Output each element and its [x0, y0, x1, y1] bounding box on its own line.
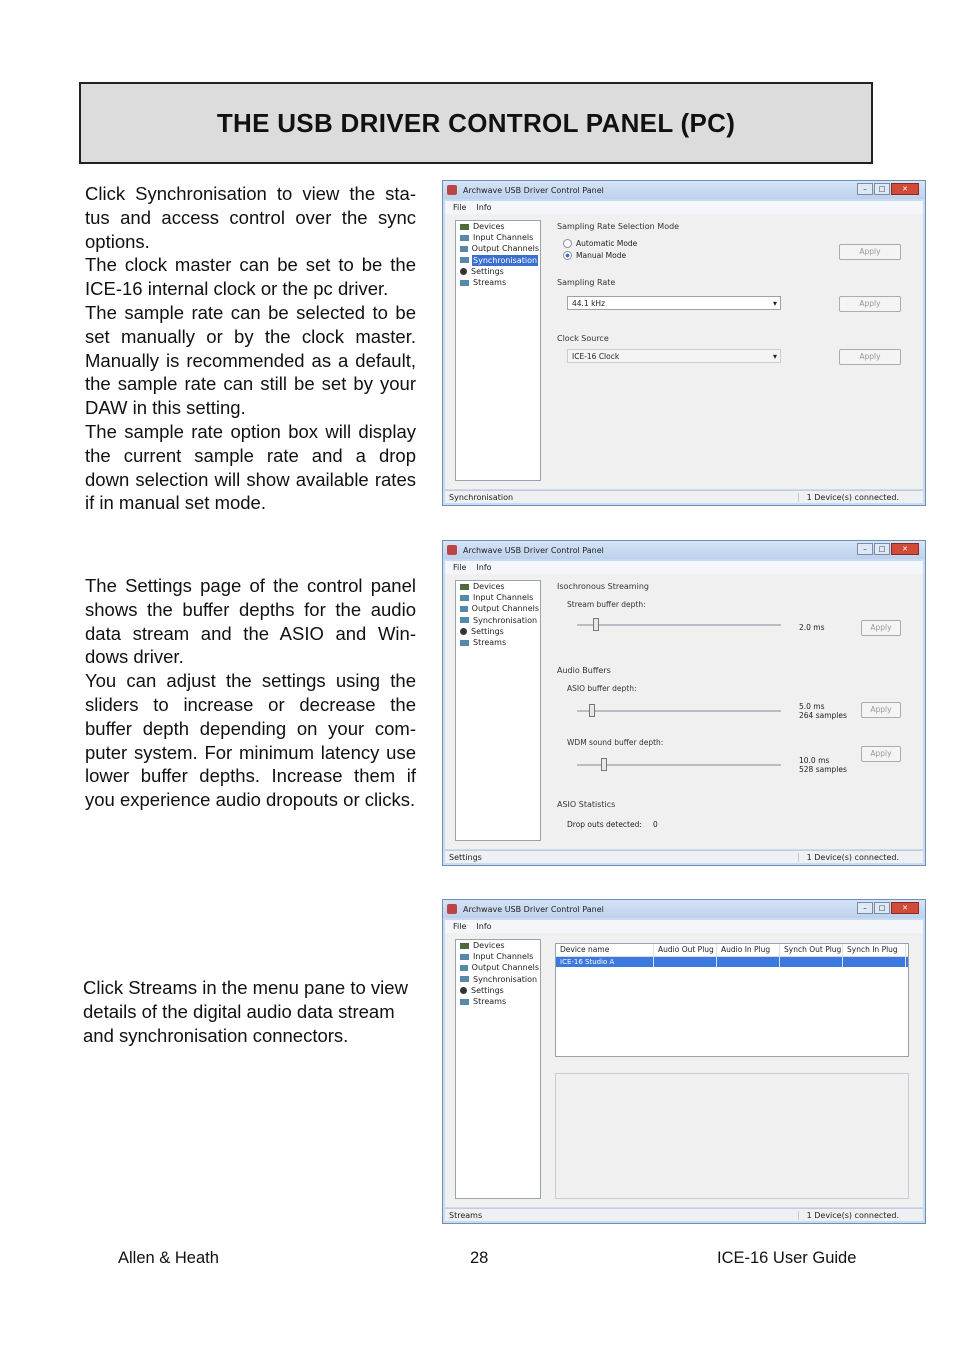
slider-thumb[interactable]	[589, 704, 595, 717]
group-label: Audio Buffers	[557, 666, 611, 675]
streams-window-screenshot	[442, 899, 926, 1224]
tree-item-synchronisation[interactable]: Synchronisation	[456, 255, 540, 266]
paragraph: The sample rate can be selected to be set manually or by the clock master. Manually is recommended as a default, the sample rate can still be set by your DAW in this setting.	[85, 301, 416, 419]
table-cell	[654, 957, 717, 967]
window-client	[445, 574, 923, 849]
wdm-buffer-value: 10.0 ms 528 samples	[799, 756, 847, 774]
tree-item-input-channels[interactable]: Input Channels	[456, 592, 540, 603]
clock-source-group	[557, 334, 907, 380]
close-icon[interactable]: ✕	[891, 183, 919, 195]
minimize-icon[interactable]: –	[857, 543, 873, 555]
paragraph: You can adjust the settings using the sliders to increase or decrease the buffer depth depending on your com-puter system. For minimum latency use lower buffer depths. Increase them if you experience audio dropouts or clicks.	[85, 670, 416, 811]
apply-button[interactable]: Apply	[861, 702, 901, 718]
column-header[interactable]: Synch Out Plug	[780, 944, 843, 956]
paragraph: Click Streams in the menu pane to view details of the digital audio data stream and synchronisation connectors.	[83, 977, 408, 1046]
radio-selected-icon	[563, 251, 572, 260]
menu-file[interactable]: File	[453, 203, 467, 212]
streams-table	[555, 943, 909, 1057]
window-titlebar	[443, 900, 925, 918]
app-icon	[447, 185, 457, 195]
status-left: Synchronisation	[449, 492, 514, 502]
clock-source-dropdown[interactable]: ICE-16 Clock ▾	[567, 349, 781, 363]
sync-icon	[460, 976, 469, 982]
window-titlebar	[443, 541, 925, 559]
output-icon	[460, 965, 468, 971]
tree-item-input-channels[interactable]: Input Channels	[456, 951, 540, 962]
menu-bar	[445, 920, 923, 933]
paragraph: The Settings page of the control panel shows the buffer depths for the audio data stream and the ASIO and Win-dows driver.	[85, 575, 416, 668]
table-cell: ICE-16 Studio A	[556, 957, 654, 967]
stream-buffer-slider[interactable]	[577, 618, 781, 630]
apply-button[interactable]: Apply	[839, 349, 901, 365]
apply-button[interactable]: Apply	[839, 296, 901, 312]
footer-guide-title: ICE-16 User Guide	[717, 1249, 857, 1267]
tree-item-devices[interactable]: Devices	[456, 581, 540, 592]
tree-item-streams[interactable]: Streams	[456, 277, 540, 288]
settings-icon	[460, 268, 467, 275]
sync-icon	[460, 257, 469, 263]
devices-icon	[460, 943, 469, 949]
automatic-mode-radio[interactable]: Automatic Mode	[563, 237, 907, 249]
status-left: Streams	[449, 1210, 483, 1220]
table-cell	[717, 957, 780, 967]
wdm-buffer-slider[interactable]	[577, 758, 781, 770]
nav-tree	[455, 220, 541, 481]
table-row[interactable]	[556, 957, 908, 967]
footer-page-number: 28	[470, 1249, 489, 1267]
window-title: Archwave USB Driver Control Panel	[463, 545, 604, 555]
stream-buffer-value: 2.0 ms	[799, 623, 825, 632]
input-icon	[460, 595, 469, 601]
menu-file[interactable]: File	[453, 563, 467, 572]
tree-item-settings[interactable]: Settings	[456, 266, 540, 277]
group-label: Isochronous Streaming	[557, 582, 649, 591]
menu-file[interactable]: File	[453, 922, 467, 931]
group-label: Sampling Rate Selection Mode	[557, 222, 680, 231]
column-header[interactable]: Audio In Plug	[717, 944, 780, 956]
sync-icon	[460, 617, 469, 623]
apply-button[interactable]: Apply	[861, 746, 901, 762]
title-box	[79, 82, 873, 164]
group-label: Clock Source	[557, 334, 609, 343]
slider-thumb[interactable]	[593, 618, 599, 631]
input-icon	[460, 235, 469, 241]
minimize-icon[interactable]: –	[857, 183, 873, 195]
app-icon	[447, 545, 457, 555]
tree-item-devices[interactable]: Devices	[456, 940, 540, 951]
sampling-rate-group	[557, 278, 907, 324]
slider-thumb[interactable]	[601, 758, 607, 771]
table-cell	[843, 957, 906, 967]
wdm-buffer-label: WDM sound buffer depth:	[567, 738, 664, 747]
apply-button[interactable]: Apply	[861, 620, 901, 636]
nav-tree	[455, 580, 541, 841]
page-title: THE USB DRIVER CONTROL PANEL (PC)	[216, 107, 736, 138]
menu-info[interactable]: Info	[476, 922, 492, 931]
streams-icon	[460, 640, 469, 646]
sync-description	[85, 182, 416, 515]
tree-item-output-channels[interactable]: Output Channels	[456, 603, 540, 614]
output-icon	[460, 246, 468, 252]
tree-item-input-channels[interactable]: Input Channels	[456, 232, 540, 243]
tree-item-settings[interactable]: Settings	[456, 626, 540, 637]
status-left: Settings	[449, 852, 482, 862]
window-title: Archwave USB Driver Control Panel	[463, 185, 604, 195]
radio-icon	[563, 239, 572, 248]
input-icon	[460, 954, 469, 960]
stream-detail-pane	[555, 1073, 909, 1199]
group-label: ASIO Statistics	[557, 800, 616, 809]
devices-icon	[460, 584, 469, 590]
close-icon[interactable]: ✕	[891, 543, 919, 555]
window-client	[445, 214, 923, 489]
status-bar	[445, 1208, 923, 1221]
status-right: 1 Device(s) connected.	[798, 1211, 899, 1220]
paragraph: Click Synchronisation to view the sta-tus and access control over the sync options.	[85, 183, 416, 252]
minimize-icon[interactable]: –	[857, 902, 873, 914]
asio-buffer-value: 5.0 ms 264 samples	[799, 702, 847, 720]
status-bar	[445, 490, 923, 503]
status-bar	[445, 850, 923, 863]
dropouts-value: 0	[653, 820, 658, 829]
stream-buffer-label: Stream buffer depth:	[567, 600, 646, 609]
close-icon[interactable]: ✕	[891, 902, 919, 914]
tree-item-synchronisation[interactable]: Synchronisation	[456, 615, 540, 626]
menu-bar	[445, 561, 923, 574]
maximize-icon[interactable]: □	[874, 183, 890, 195]
streams-icon	[460, 999, 469, 1005]
status-right: 1 Device(s) connected.	[798, 853, 899, 862]
tree-item-devices[interactable]: Devices	[456, 221, 540, 232]
iso-streaming-group	[557, 582, 907, 658]
streams-description	[83, 976, 415, 1047]
paragraph: The sample rate option box will display the current sample rate and a drop down selection will show available rates if in manual set mode.	[85, 420, 416, 514]
menu-bar	[445, 201, 923, 214]
column-header[interactable]: Audio Out Plug	[654, 944, 717, 956]
audio-buffers-group	[557, 666, 907, 796]
tree-item-streams[interactable]: Streams	[456, 996, 540, 1007]
apply-button[interactable]: Apply	[839, 244, 901, 260]
table-header	[556, 944, 908, 957]
column-header[interactable]: Device name	[556, 944, 654, 956]
paragraph: The clock master can be set to be the ICE-16 internal clock or the pc driver.	[85, 254, 416, 300]
status-right: 1 Device(s) connected.	[798, 493, 899, 502]
app-icon	[447, 904, 457, 914]
window-title: Archwave USB Driver Control Panel	[463, 904, 604, 914]
tree-item-output-channels[interactable]: Output Channels	[456, 962, 540, 973]
footer-company: Allen & Heath	[118, 1249, 219, 1267]
tree-item-output-channels[interactable]: Output Channels	[456, 243, 540, 254]
menu-info[interactable]: Info	[476, 563, 492, 572]
settings-window-screenshot	[442, 540, 926, 866]
table-cell	[780, 957, 843, 967]
window-titlebar	[443, 181, 925, 199]
settings-description	[85, 574, 416, 812]
manual-mode-radio[interactable]: Manual Mode	[563, 249, 907, 261]
asio-buffer-slider[interactable]	[577, 704, 781, 716]
column-header[interactable]: Synch In Plug	[843, 944, 906, 956]
sampling-rate-dropdown[interactable]: 44.1 kHz ▾	[567, 296, 781, 310]
group-label: Sampling Rate	[557, 278, 616, 287]
tree-item-synchronisation[interactable]: Synchronisation	[456, 974, 540, 985]
nav-tree	[455, 939, 541, 1199]
maximize-icon[interactable]: □	[874, 543, 890, 555]
sync-window-screenshot	[442, 180, 926, 506]
maximize-icon[interactable]: □	[874, 902, 890, 914]
window-client	[445, 933, 923, 1207]
dropouts-label: Drop outs detected:	[567, 820, 642, 829]
rate-mode-group	[557, 222, 907, 270]
settings-icon	[460, 628, 467, 635]
asio-buffer-label: ASIO buffer depth:	[567, 684, 637, 693]
streams-icon	[460, 280, 469, 286]
output-icon	[460, 606, 468, 612]
tree-item-streams[interactable]: Streams	[456, 637, 540, 648]
menu-info[interactable]: Info	[476, 203, 492, 212]
tree-item-settings[interactable]: Settings	[456, 985, 540, 996]
settings-icon	[460, 987, 467, 994]
devices-icon	[460, 224, 469, 230]
asio-statistics-group	[557, 800, 907, 844]
